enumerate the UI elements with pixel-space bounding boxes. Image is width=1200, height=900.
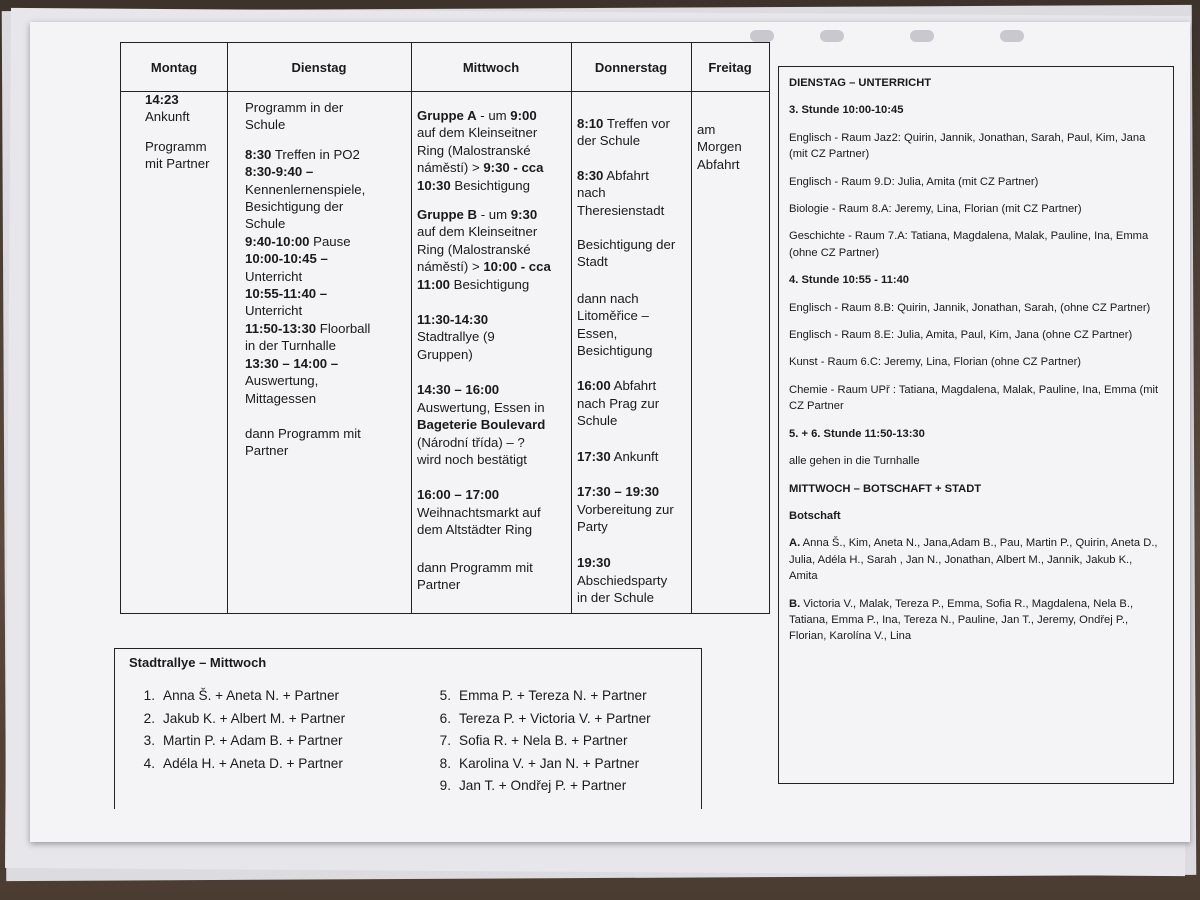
list-number: 8.: [439, 755, 451, 771]
header-dienstag: Dienstag: [227, 43, 411, 92]
stadtrallye-box: [114, 648, 702, 809]
column-donnerstag: [571, 43, 692, 613]
lesson-entry: Geschichte - Raum 7.A: Tatiana, Magdalena, Malak, Pauline, Ina, Emma (ohne CZ Partner): [789, 230, 1149, 259]
punch-hole: [1000, 30, 1024, 42]
list-item: [129, 708, 345, 731]
montag-time: 14:23: [145, 92, 179, 107]
list-number: 7.: [439, 733, 451, 749]
donnerstag-text: dann nach: [577, 290, 639, 306]
mittwoch-text: wird noch bestätigt: [417, 451, 527, 467]
list-text: Emma P. + Tereza N. + Partner: [459, 688, 647, 703]
donnerstag-text: Abschiedsparty: [577, 572, 668, 588]
dienstag-text: Treffen in PO2: [271, 146, 360, 162]
montag-partner: mit Partner: [145, 156, 210, 172]
list-item: [129, 730, 345, 753]
dienstag-text: dann Programm mit: [245, 425, 361, 441]
list-text: Karolina V. + Jan N. + Partner: [459, 755, 640, 771]
freitag-text: am: [697, 122, 716, 137]
dienstag-time: 13:30 – 14:00 –: [245, 355, 339, 371]
lesson-entry: Englisch - Raum 9.D: Julia, Amita (mit CZ Partner): [789, 175, 1039, 188]
dienstag-text: Pause: [309, 233, 351, 249]
stadtrallye-title: Stadtrallye – Mittwoch: [129, 655, 267, 670]
lesson-assignment-panel: [778, 66, 1174, 784]
weekly-schedule-table: [120, 42, 770, 614]
dienstag-time: 11:50-13:30: [245, 320, 317, 336]
lesson-heading: 3. Stunde 10:00-10:45: [789, 104, 904, 117]
mittwoch-restaurant: Bageterie Boulevard: [417, 417, 546, 433]
mittwoch-text: dann Programm mit: [417, 559, 533, 575]
donnerstag-time: 19:30: [577, 555, 611, 571]
column-dienstag: [227, 43, 412, 613]
mittwoch-group-b: Gruppe B: [417, 207, 478, 223]
dienstag-text: Unterricht: [245, 268, 303, 284]
dienstag-time: 8:30: [245, 146, 272, 162]
mittwoch-text: Ring (Malostranské: [417, 142, 531, 158]
lesson-heading: 5. + 6. Stunde 11:50-13:30: [789, 427, 925, 440]
dienstag-time: 8:30-9:40 –: [245, 164, 314, 180]
punch-hole: [750, 30, 774, 42]
dienstag-text: in der Turnhalle: [245, 338, 336, 354]
list-text: Tereza P. + Victoria V. + Partner: [459, 710, 651, 726]
list-number: 9.: [439, 778, 451, 794]
dienstag-time: 10:55-11:40 –: [245, 286, 328, 302]
dienstag-text: Besichtigung der: [245, 199, 344, 215]
donnerstag-text: Besichtigung: [577, 343, 653, 359]
list-number: 5.: [439, 688, 451, 703]
section-title: MITTWOCH – BOTSCHAFT + STADT: [789, 482, 982, 495]
header-donnerstag: Donnerstag: [571, 43, 691, 92]
donnerstag-text: Ankunft: [610, 448, 659, 464]
list-item: [129, 685, 345, 708]
list-number: 3.: [143, 733, 155, 749]
donnerstag-time: 17:30 – 19:30: [577, 484, 660, 500]
group-b-list: [789, 596, 1163, 645]
lesson-entry: Englisch - Raum Jaz2: Quirin, Jannik, Jonathan, Sarah, Paul, Kim, Jana (mit CZ Partner): [789, 131, 1146, 161]
mittwoch-text: Auswertung, Essen in: [417, 399, 545, 415]
mittwoch-time: 14:30 – 16:00: [417, 382, 500, 398]
mittwoch-time: 9:30: [510, 207, 538, 223]
dienstag-text: Unterricht: [245, 303, 303, 319]
mittwoch-text: dem Altstädter Ring: [417, 522, 533, 538]
mittwoch-text: Stadtrallye (9: [417, 329, 495, 345]
dienstag-time: 9:40-10:00: [245, 233, 310, 249]
donnerstag-text: Besichtigung der: [577, 237, 676, 253]
column-freitag: [691, 43, 769, 613]
montag-program: Programm: [145, 138, 207, 154]
lesson-entry: Biologie - Raum 8.A: Jeremy, Lina, Florian (mit CZ Partner): [789, 203, 1082, 216]
mittwoch-text: náměstí) >: [417, 160, 484, 176]
mittwoch-text: Gruppen): [417, 346, 473, 362]
mittwoch-time: 11:30-14:30: [417, 312, 489, 328]
list-item: [425, 730, 651, 753]
donnerstag-text: Abfahrt: [603, 167, 649, 183]
column-mittwoch: [411, 43, 572, 613]
section-subtitle: Botschaft: [789, 509, 841, 522]
donnerstag-text: Abfahrt: [610, 378, 657, 394]
donnerstag-text: Treffen vor: [603, 116, 670, 131]
mittwoch-text: auf dem Kleinseitner: [417, 125, 538, 141]
lesson-heading: 4. Stunde 10:55 - 11:40: [789, 274, 910, 287]
dienstag-text: Auswertung,: [245, 373, 319, 389]
list-number: 1.: [143, 688, 155, 703]
lesson-entry: Chemie - Raum UPř : Tatiana, Magdalena, Malak, Pauline, Ina, Emma (mit CZ Partner: [789, 383, 1159, 413]
mittwoch-text: Weihnachtsmarkt auf: [417, 504, 541, 520]
dienstag-text: Partner: [245, 443, 289, 459]
group-a-list: [789, 535, 1163, 584]
column-montag: [121, 43, 228, 613]
list-item: [425, 685, 651, 708]
lesson-entry: Kunst - Raum 6.C: Jeremy, Lina, Florian (ohne CZ Partner): [789, 356, 1082, 369]
list-text: Anna Š. + Aneta N. + Partner: [163, 688, 340, 703]
list-text: Sofia R. + Nela B. + Partner: [459, 733, 628, 749]
mittwoch-text: Besichtigung: [450, 177, 530, 193]
mittwoch-text: auf dem Kleinseitner: [417, 224, 538, 240]
mittwoch-time: 10:00 - cca: [483, 259, 551, 275]
mittwoch-text: - um: [476, 108, 511, 123]
lesson-entry: Englisch - Raum 8.B: Quirin, Jannik, Jonathan, Sarah, (ohne CZ Partner): [789, 301, 1151, 314]
group-label: B.: [789, 597, 801, 610]
donnerstag-time: 16:00: [577, 378, 611, 394]
mittwoch-text: Ring (Malostranské: [417, 241, 531, 257]
donnerstag-text: in der Schule: [577, 590, 654, 606]
mittwoch-time: 11:00: [417, 276, 451, 292]
dienstag-text: Schule: [245, 216, 286, 232]
group-members: Victoria V., Malak, Tereza P., Emma, Sofia R., Magdalena, Nela B., Tatiana, Emma P., Ina, Tereza N., Pauline, Jan T., Jeremy, Ondřej P., Florian, Karolína V., Lina: [789, 597, 1134, 643]
donnerstag-text: nach: [577, 185, 606, 201]
mittwoch-text: náměstí) >: [417, 259, 484, 275]
mittwoch-text: Besichtigung: [450, 276, 530, 292]
panel-title: DIENSTAG – UNTERRICHT: [789, 77, 932, 89]
list-number: 4.: [143, 755, 155, 771]
lesson-entry: alle gehen in die Turnhalle: [789, 455, 920, 468]
donnerstag-time: 8:30: [577, 167, 604, 183]
rallye-list-right: [425, 685, 651, 798]
donnerstag-text: Schule: [577, 413, 618, 429]
freitag-text: Abfahrt: [697, 156, 740, 172]
donnerstag-text: nach Prag zur: [577, 395, 660, 411]
mittwoch-time: 16:00 – 17:00: [417, 487, 500, 503]
mittwoch-text: - um: [477, 207, 511, 223]
donnerstag-time: 17:30: [577, 448, 611, 464]
dienstag-text: Floorball: [316, 320, 371, 336]
punch-hole: [820, 30, 844, 42]
donnerstag-text: Vorbereitung zur: [577, 501, 674, 517]
donnerstag-text: Party: [577, 518, 608, 534]
dienstag-time: 10:00-10:45 –: [245, 251, 328, 267]
donnerstag-text: Theresienstadt: [577, 202, 665, 218]
dienstag-text: Kennenlernenspiele,: [245, 181, 366, 197]
header-mittwoch: Mittwoch: [411, 43, 571, 92]
list-number: 2.: [143, 710, 155, 726]
mittwoch-time: 9:00: [510, 108, 537, 123]
list-item: [425, 708, 651, 731]
dienstag-text: Mittagessen: [245, 390, 317, 406]
list-item: [425, 775, 651, 798]
dienstag-line: Schule: [245, 117, 286, 133]
list-text: Martin P. + Adam B. + Partner: [163, 733, 343, 749]
mittwoch-text: Partner: [417, 576, 461, 592]
donnerstag-time: 8:10: [577, 116, 604, 131]
header-freitag: Freitag: [691, 43, 769, 92]
list-item: [425, 753, 651, 776]
lesson-entry: Englisch - Raum 8.E: Julia, Amita, Paul, Kim, Jana (ohne CZ Partner): [789, 329, 1133, 342]
list-text: Jan T. + Ondřej P. + Partner: [459, 778, 627, 794]
dienstag-line: Programm in der: [245, 100, 344, 115]
donnerstag-text: Essen,: [577, 325, 618, 341]
donnerstag-text: Stadt: [577, 254, 608, 270]
list-text: Adéla H. + Aneta D. + Partner: [163, 755, 343, 771]
rallye-list-left: [129, 685, 345, 775]
mittwoch-time: 10:30: [417, 177, 451, 193]
group-label: A.: [789, 537, 801, 550]
donnerstag-text: der Schule: [577, 133, 641, 149]
list-text: Jakub K. + Albert M. + Partner: [163, 710, 346, 726]
freitag-text: Morgen: [697, 139, 742, 155]
montag-arrival: Ankunft: [145, 109, 190, 125]
list-number: 6.: [439, 710, 451, 726]
donnerstag-text: Litoměřice –: [577, 308, 649, 324]
punch-hole: [910, 30, 934, 42]
header-montag: Montag: [121, 43, 227, 92]
group-members: Anna Š., Kim, Aneta N., Jana,Adam B., Pau, Martin P., Quirin, Aneta D., Julia, Adéla H., Sarah , Jan N., Jonathan, Albert M., Jannik, Jakub K., Amita: [789, 537, 1158, 583]
mittwoch-group-a: Gruppe A: [417, 108, 477, 123]
mittwoch-time: 9:30 - cca: [483, 160, 544, 176]
mittwoch-text: (Národní třída) – ?: [417, 434, 525, 450]
list-item: [129, 753, 345, 776]
